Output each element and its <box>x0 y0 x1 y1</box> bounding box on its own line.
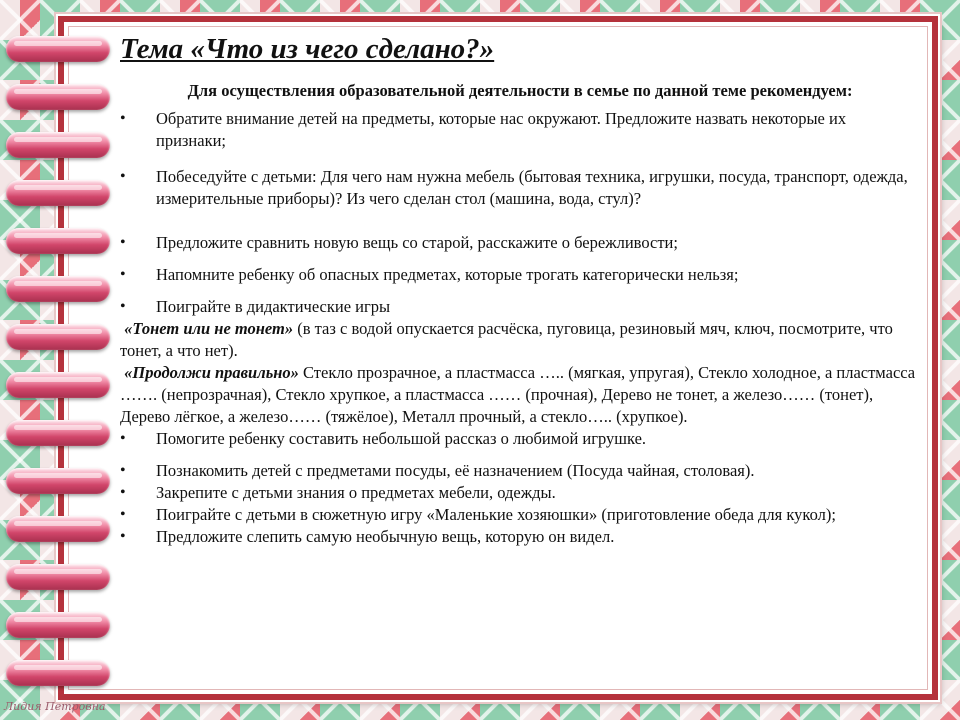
list-item: • Побеседуйте с детьми: Для чего нам нужна мебель (бытовая техника, игрушки, посуда, транспорт, одежда, измерительные приборы)? Из чего сделан стол (машина, вода, стул)? <box>120 166 920 210</box>
game-paragraph <box>120 362 920 428</box>
binding-ring <box>6 660 110 686</box>
list-item: • Познакомить детей с предметами посуды, её назначением (Посуда чайная, столовая). <box>120 460 920 482</box>
game-title: «Продолжи правильно» <box>124 363 299 382</box>
binding-ring <box>6 420 110 446</box>
binding-ring <box>6 468 110 494</box>
game-title: «Тонет или не тонет» <box>124 319 294 338</box>
binding-ring <box>6 180 110 206</box>
binding-ring <box>6 84 110 110</box>
list-item: • Закрепите с детьми знания о предметах мебели, одежды. <box>120 482 920 504</box>
list-item: • Поиграйте с детьми в сюжетную игру «Маленькие хозяюшки» (приготовление обеда для кукол); <box>120 504 920 526</box>
game-paragraph <box>120 318 920 362</box>
spiral-binding <box>0 0 130 720</box>
list-item: • Обратите внимание детей на предметы, которые нас окружают. Предложите назвать некоторые их признаки; <box>120 108 920 152</box>
binding-ring <box>6 276 110 302</box>
author-signature: Лидия Петровна <box>4 700 106 713</box>
binding-ring <box>6 36 110 62</box>
binding-ring <box>6 564 110 590</box>
list-item: • Поиграйте в дидактические игры <box>120 296 920 318</box>
binding-ring <box>6 612 110 638</box>
game-description: (в таз с водой опускается расчёска, пуговица, резиновый мяч, ключ, посмотрите, что тонет, а что нет). <box>120 319 893 360</box>
list-item: • Помогите ребенку составить небольшой рассказ о любимой игрушке. <box>120 428 920 450</box>
list-item: • Предложите сравнить новую вещь со старой, расскажите о бережливости; <box>120 232 920 254</box>
binding-ring <box>6 132 110 158</box>
binding-ring <box>6 228 110 254</box>
binding-ring <box>6 324 110 350</box>
page-content <box>120 30 920 548</box>
page-title: Тема «Что из чего сделано?» <box>120 33 495 65</box>
binding-ring <box>6 372 110 398</box>
game-description: Стекло прозрачное, а пластмасса ….. (мягкая, упругая), Стекло холодное, а пластмасса ……. (непрозрачная), Стекло хрупкое, а пластмасса …… (прочная), Дерево не тонет, а железо…… (тонет), Дерево лёгкое, а железо…… (тяжёлое), Металл прочный, а стекло….. (хрупкое). <box>120 363 916 426</box>
page-subtitle: Для осуществления образовательной деятельности в семье по данной теме рекомендуем: <box>187 81 853 100</box>
binding-ring <box>6 516 110 542</box>
list-item: • Предложите слепить самую необычную вещь, которую он видел. <box>120 526 920 548</box>
list-item: • Напомните ребенку об опасных предметах, которые трогать категорически нельзя; <box>120 264 920 286</box>
